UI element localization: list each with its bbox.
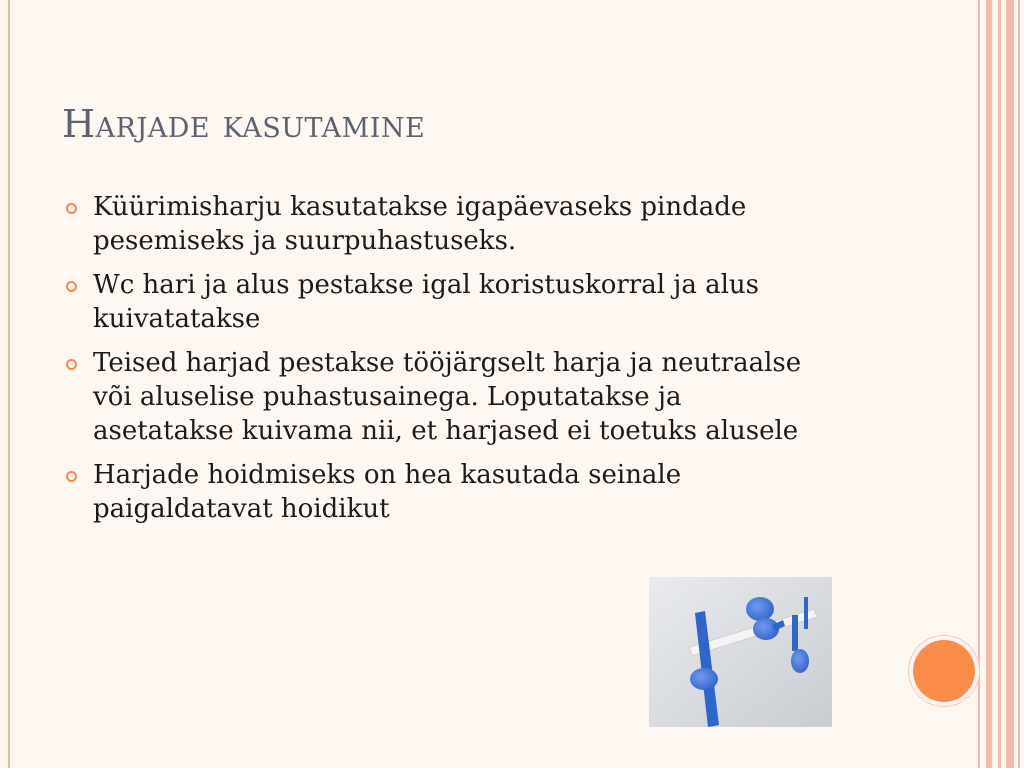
bullet-text: Teised harjad pestakse tööjärgselt harja ja neutraalse või aluselise puhastusainega. Loputatakse ja asetatakse kuivama nii, et harjased ei toetuks alusele: [93, 348, 802, 446]
bullet-item: [66, 190, 826, 258]
stripe: [1006, 0, 1014, 768]
bullet-text: Wc hari ja alus pestakse igal koristuskorral ja alus kuivatatakse: [93, 270, 760, 334]
bullet-item: [66, 458, 826, 526]
short-handle: [792, 615, 798, 651]
bullet-item: [66, 346, 826, 448]
thin-handle: [804, 597, 808, 629]
stripe: [978, 0, 980, 768]
stripe: [986, 0, 992, 768]
bullet-circle-icon: [66, 281, 77, 292]
stripe: [1018, 0, 1020, 768]
bullet-circle-icon: [66, 359, 77, 370]
bullet-item: [66, 268, 826, 336]
bullet-circle-icon: [66, 203, 77, 214]
stripe: [998, 0, 1001, 768]
orange-circle-decoration: [913, 640, 975, 702]
brush-head-right: [791, 649, 809, 673]
brush-head-left: [690, 668, 718, 690]
bullet-text: Küürimisharju kasutatakse igapäevaseks pindade pesemiseks ja suurpuhastuseks.: [93, 192, 747, 256]
brush-head-top: [746, 597, 774, 621]
bullet-text: Harjade hoidmiseks on hea kasutada seinale paigaldatavat hoidikut: [93, 460, 682, 524]
right-decorative-stripes: [978, 0, 1024, 768]
slide-title: Harjade kasutamine: [62, 102, 426, 146]
bullet-circle-icon: [66, 471, 77, 482]
left-border-line: [8, 0, 10, 768]
brush-holder-photo: [649, 577, 832, 727]
bullet-list: [66, 190, 826, 536]
